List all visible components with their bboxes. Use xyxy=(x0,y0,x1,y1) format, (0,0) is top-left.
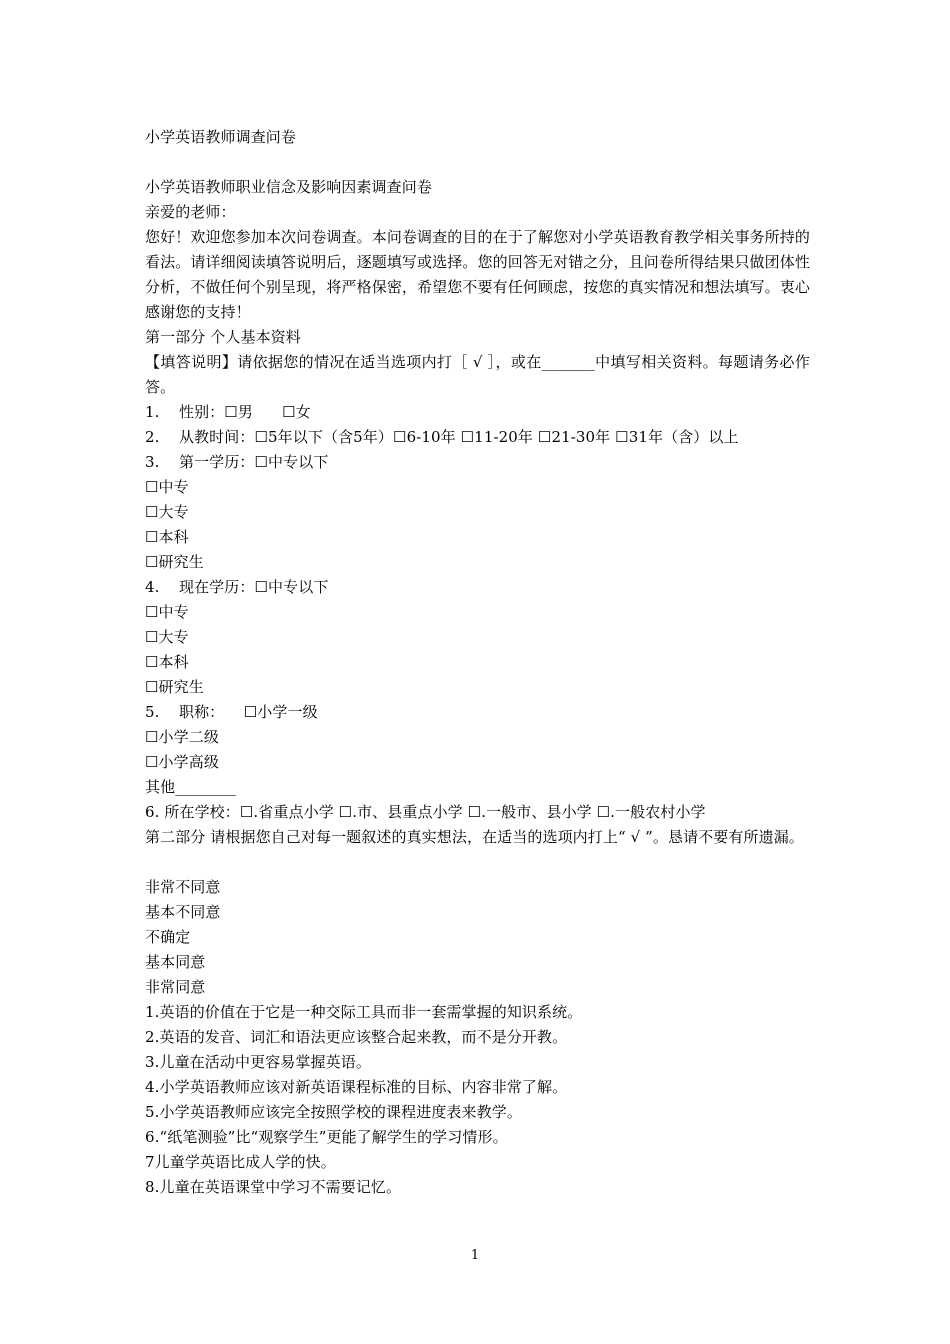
statement-item: 8.儿童在英语课堂中学习不需要记忆。 xyxy=(145,1178,402,1196)
blank-line xyxy=(145,150,810,175)
greeting: 亲爱的老师： xyxy=(145,203,236,221)
part1-questions xyxy=(145,400,810,825)
scale-label: 基本不同意 xyxy=(145,903,221,921)
scale-label: 非常同意 xyxy=(145,978,206,996)
question-school: 6. 所在学校：☐.省重点小学 ☐.市、县重点小学 ☐.一般市、县小学 ☐.一般农村小学 xyxy=(145,803,706,821)
question-current-education: 4. 现在学历：☐中专以下 xyxy=(145,578,329,596)
question-teaching-years: 2. 从教时间：☐5年以下（含5年）☐6-10年 ☐11-20年 ☐21-30年 ☐31年（含）以上 xyxy=(145,428,739,446)
intro-paragraph: 您好！欢迎您参加本次问卷调查。本问卷调查的目的在于了解您对小学英语教育教学相关事务所持的看法。请详细阅读填答说明后，逐题填写或选择。您的回答无对错之分，且问卷所得结果只做团体性分析，不做任何个别呈现，将严格保密，希望您不要有任何顾虑，按您的真实情况和想法填写。衷心感谢您的支持！ xyxy=(145,228,810,321)
part1-instruction: 【填答说明】请依据您的情况在适当选项内打［ √ ］，或在_______中填写相关资料。每题请务必作答。 xyxy=(145,353,810,396)
statement-item: 5.小学英语教师应该完全按照学校的课程进度表来教学。 xyxy=(145,1103,522,1121)
option-line: ☐中专 xyxy=(145,603,189,621)
question-gender: 1. 性别：☐男 ☐女 xyxy=(145,403,311,421)
scale-label: 不确定 xyxy=(145,928,191,946)
option-line: ☐小学高级 xyxy=(145,753,219,771)
part1-heading: 第一部分 个人基本资料 xyxy=(145,328,301,346)
option-line: ☐本科 xyxy=(145,653,189,671)
page-number: 1 xyxy=(470,1248,480,1263)
blank-line xyxy=(145,850,810,875)
option-line: ☐中专 xyxy=(145,478,189,496)
scale-label: 非常不同意 xyxy=(145,878,221,896)
option-line: ☐小学二级 xyxy=(145,728,219,746)
option-line: ☐研究生 xyxy=(145,553,204,571)
survey-title: 小学英语教师职业信念及影响因素调查问卷 xyxy=(145,178,432,196)
option-line: ☐大专 xyxy=(145,503,189,521)
statement-item: 6.“纸笔测验”比“观察学生”更能了解学生的学习情形。 xyxy=(145,1128,508,1146)
part2-heading: 第二部分 请根据您自己对每一题叙述的真实想法，在适当的选项内打上“ √ ”。恳请不要有所遗漏。 xyxy=(145,828,804,846)
question-first-education: 3. 第一学历：☐中专以下 xyxy=(145,453,329,471)
statement-item: 3.儿童在活动中更容易掌握英语。 xyxy=(145,1053,371,1071)
option-line: ☐本科 xyxy=(145,528,189,546)
statement-item: 1.英语的价值在于它是一种交际工具而非一套需掌握的知识系统。 xyxy=(145,1003,583,1021)
statement-list xyxy=(145,1000,810,1200)
statement-item: 4.小学英语教师应该对新英语课程标准的目标、内容非常了解。 xyxy=(145,1078,568,1096)
statement-item: 7儿童学英语比成人学的快。 xyxy=(145,1153,336,1171)
option-line: ☐大专 xyxy=(145,628,189,646)
statement-item: 2.英语的发音、词汇和语法更应该整合起来教，而不是分开教。 xyxy=(145,1028,568,1046)
rating-scale xyxy=(145,875,810,1000)
option-line: 其他________ xyxy=(145,778,237,796)
question-title: 5. 职称： ☐小学一级 xyxy=(145,703,318,721)
document-title: 小学英语教师调查问卷 xyxy=(145,128,297,146)
option-line: ☐研究生 xyxy=(145,678,204,696)
document-body xyxy=(145,125,810,1200)
scale-label: 基本同意 xyxy=(145,953,206,971)
